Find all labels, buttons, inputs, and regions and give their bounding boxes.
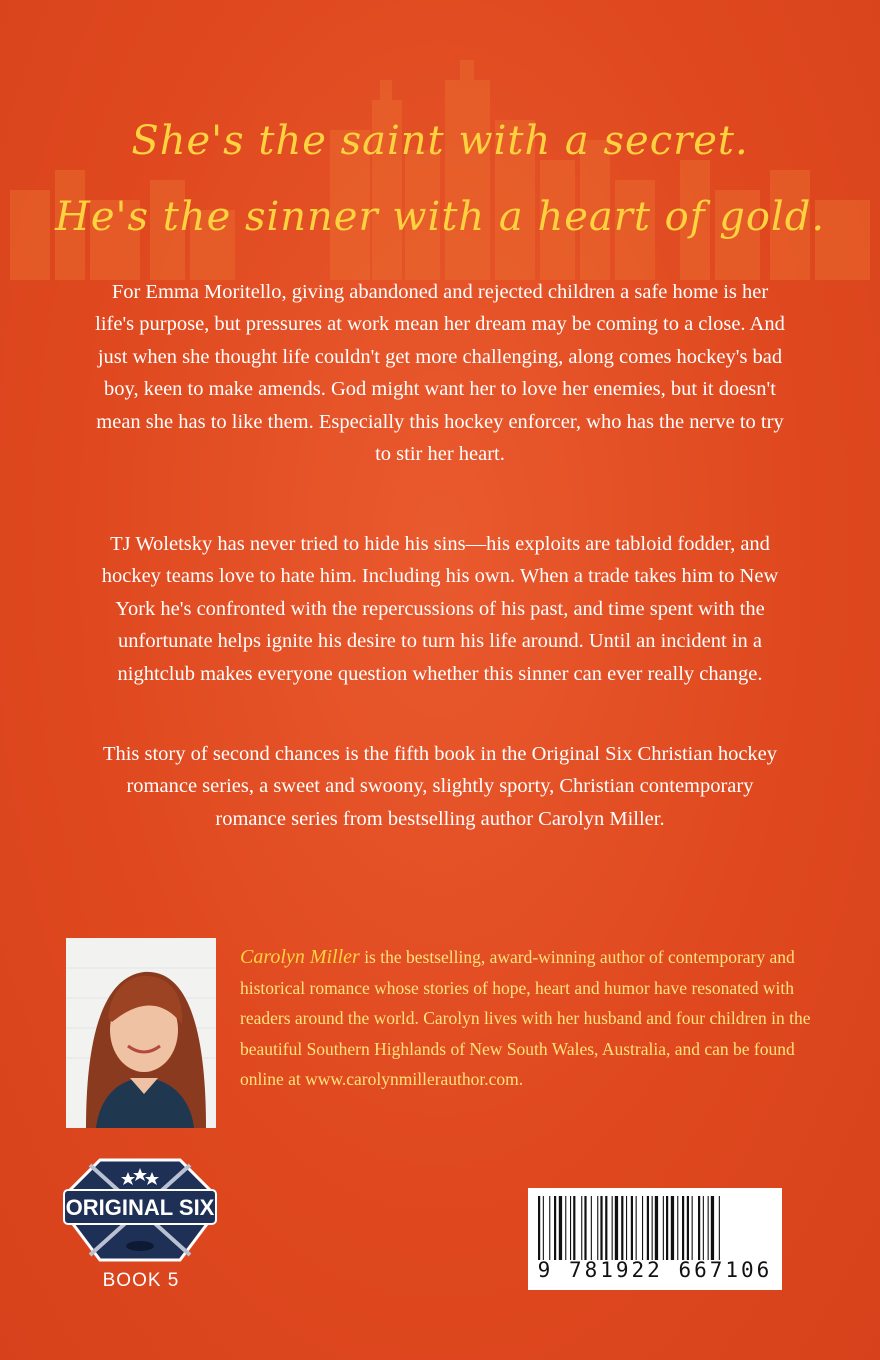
blurb-paragraph-series: This story of second chances is the fifth book in the Original Six Christian hockey romance series, a sweet and swoony, slightly sporty, Christian contemporary romance series from bestselling author Carolyn Miller. [102, 743, 778, 830]
author-name: Carolyn Miller [240, 946, 360, 968]
blurb-paragraph-tj: TJ Woletsky has never tried to hide his sins—his exploits are tabloid fodder, and hockey teams love to hate him. Including his own. When a trade takes him to New York he's confronted with the repercussions of his past, and time spent with the unfortunate helps ignite his desire to turn his life around. Until an incident in a nightclub makes everyone question whether this sinner can ever really change. [101, 533, 779, 685]
barcode-bars [536, 1196, 774, 1260]
book-number-label: BOOK 5 [102, 1270, 180, 1291]
tagline-sinner: He's the sinner with a heart of gold. [54, 194, 826, 240]
original-six-logo [60, 1150, 220, 1270]
isbn-barcode [528, 1188, 782, 1290]
blurb-paragraph-emma: For Emma Moritello, giving abandoned and rejected children a safe home is her life's purpose, but pressures at work mean her dream may be coming to a close. And just when she thought life couldn't get more challenging, along comes hockey's bad boy, keen to make amends. God might want her to love her enemies, but it doesn't mean she has to like them. Especially this hockey enforcer, who has the nerve to try to stir her heart. [95, 281, 785, 466]
isbn-number: 9 781922 667106 [537, 1258, 773, 1282]
author-bio [240, 942, 820, 1095]
tagline-saint: She's the saint with a secret. [131, 118, 749, 164]
author-photo [66, 938, 216, 1128]
author-bio-text: is the bestselling, award-winning author of contemporary and historical romance whose stories of hope, heart and humor have resonated with readers around the world. Carolyn lives with her husband and four children in the beautiful Southern Highlands of New South Wales, Australia, and can be found online at www.carolynmillerauthor.com. [240, 947, 811, 1090]
logo-text: ORIGINAL SIX [65, 1195, 215, 1220]
city-skyline-graphic [0, 60, 880, 280]
